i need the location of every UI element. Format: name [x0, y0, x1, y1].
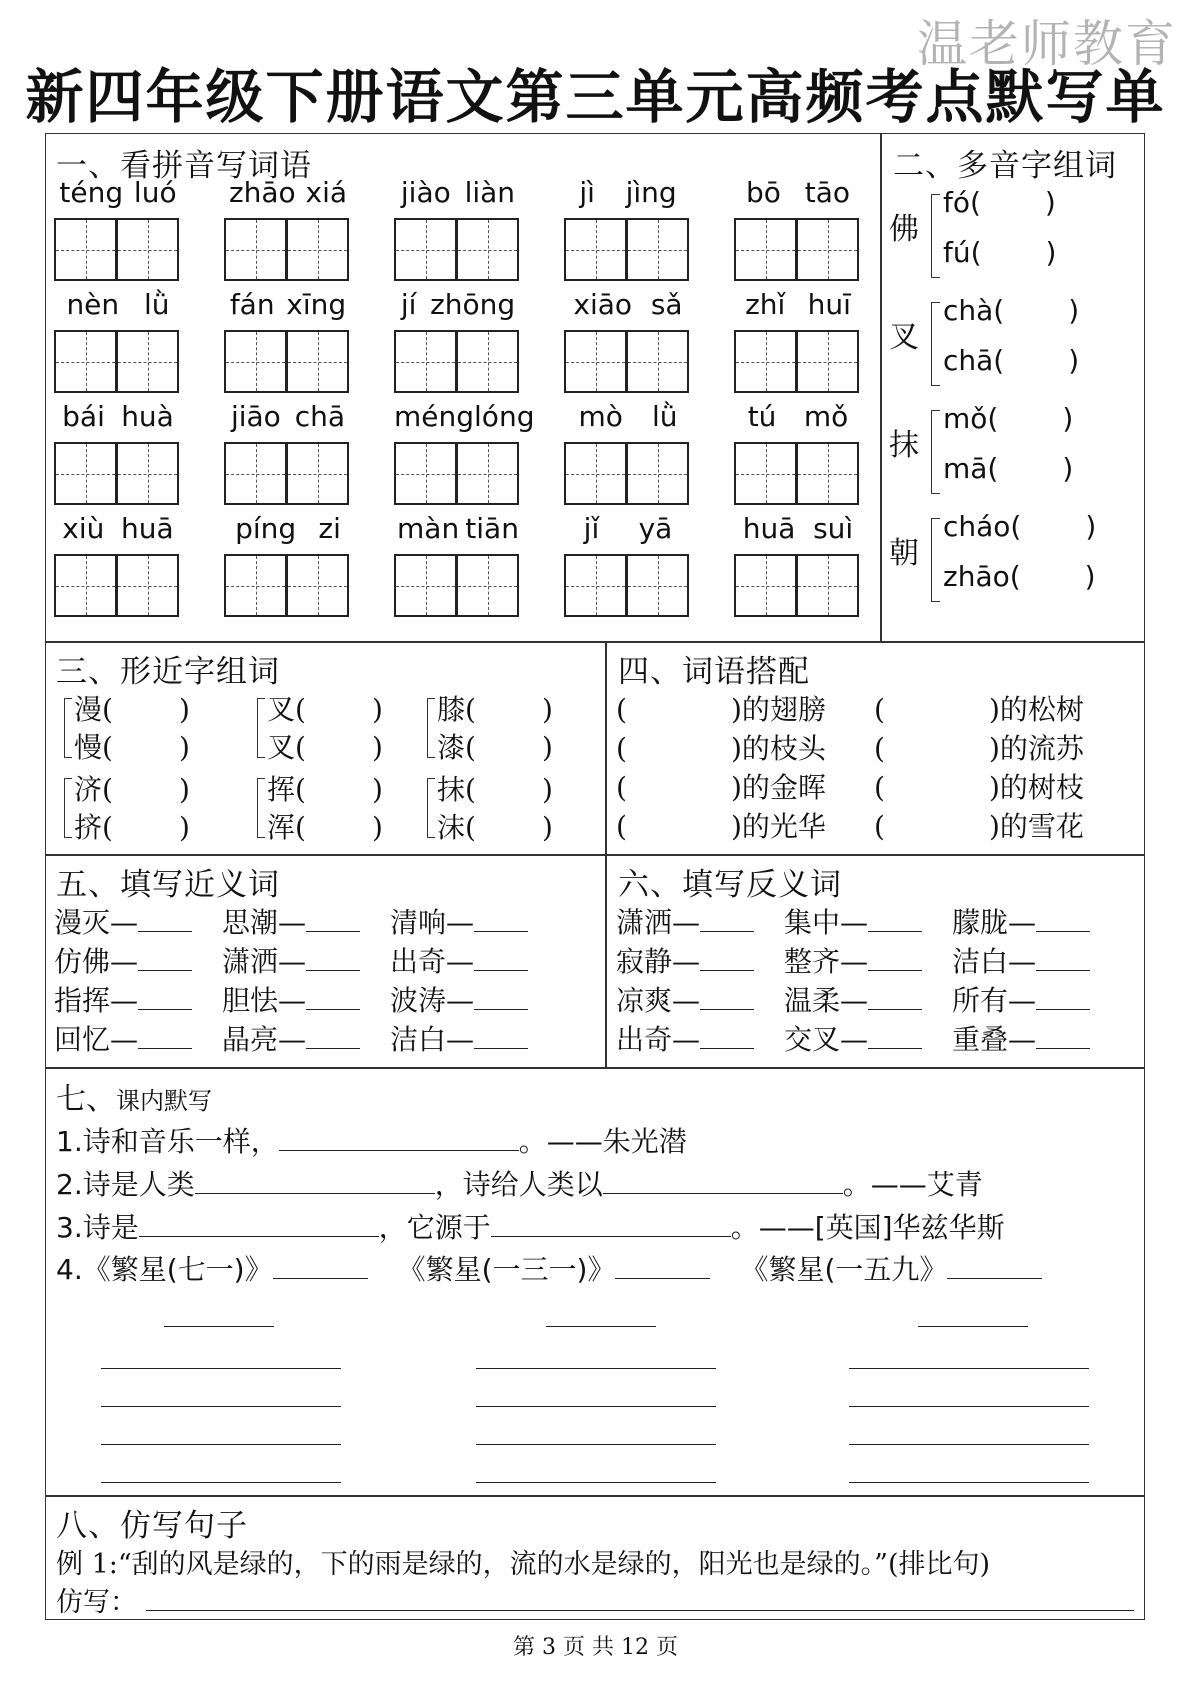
answer-line[interactable]: [849, 1444, 1089, 1445]
pinyin-syllable: huī: [807, 288, 851, 321]
pinyin-word: [224, 512, 352, 552]
question-2: 2.诗是人类 ，诗给人类以 。——艾青: [56, 1168, 983, 1201]
brace: [257, 778, 265, 838]
antonym-item[interactable]: 朦胧—: [952, 901, 1090, 941]
pinyin-label: [394, 400, 535, 440]
pinyin-label: [734, 512, 862, 552]
answer-blank[interactable]: [139, 1236, 379, 1237]
pinyin-section: [45, 133, 882, 643]
similar-char-item[interactable]: 挥( ): [267, 773, 383, 806]
brace: [257, 698, 265, 758]
polyphone-option[interactable]: mā( ): [943, 452, 1074, 485]
word-match-item[interactable]: ( )的树枝: [874, 771, 1084, 804]
pinyin-syllable: zhāo: [228, 176, 296, 209]
character-box[interactable]: [564, 330, 627, 393]
pinyin-syllable: sǎ: [650, 288, 683, 321]
pinyin-word: [564, 512, 692, 552]
page-title: 新四年级下册语文第三单元高频考点默写单: [25, 63, 1166, 131]
pinyin-word: [54, 400, 182, 440]
pinyin-word: [734, 400, 862, 440]
page-footer: 第 3 页 共 12 页: [513, 1635, 678, 1660]
synonym-item[interactable]: 回忆—: [54, 1018, 192, 1058]
answer-blank[interactable]: [306, 1048, 360, 1049]
similar-char-item[interactable]: 漆( ): [437, 731, 553, 764]
pinyin-label: [564, 400, 692, 440]
answer-blank[interactable]: [868, 970, 922, 971]
polyphone-option[interactable]: cháo( ): [943, 510, 1097, 543]
character-box[interactable]: [286, 330, 349, 393]
pinyin-word: [734, 288, 862, 328]
character-box[interactable]: [564, 442, 627, 505]
pinyin-syllable: huà: [121, 400, 174, 433]
answer-line[interactable]: [101, 1406, 341, 1407]
answer-blank[interactable]: [474, 931, 528, 932]
brace: [931, 410, 940, 494]
pinyin-label: [734, 400, 862, 440]
pinyin-syllable: fán: [229, 288, 275, 321]
answer-line[interactable]: [476, 1444, 716, 1445]
answer-blank[interactable]: [947, 1278, 1042, 1279]
answer-blank[interactable]: [279, 1150, 519, 1151]
character-box[interactable]: [394, 330, 457, 393]
pinyin-syllable: lóng: [474, 400, 535, 433]
character-box[interactable]: [734, 442, 797, 505]
brace: [931, 302, 940, 386]
brace: [931, 518, 940, 602]
word-match-item[interactable]: ( )的松树: [874, 693, 1084, 726]
antonym-item[interactable]: 所有—: [952, 979, 1090, 1019]
pinyin-syllable: lǜ: [651, 400, 678, 433]
answer-blank[interactable]: [138, 1009, 192, 1010]
pinyin-row: [46, 288, 926, 400]
pinyin-label: [54, 512, 182, 552]
similar-char-item[interactable]: 膝( ): [437, 693, 553, 726]
pinyin-word: [224, 400, 352, 440]
synonym-section: [45, 854, 607, 1069]
character-box[interactable]: [456, 554, 519, 617]
answer-blank[interactable]: [138, 931, 192, 932]
polyphone-option[interactable]: chā( ): [943, 344, 1080, 377]
pinyin-syllable: téng: [59, 176, 124, 209]
antonym-item[interactable]: 重叠—: [952, 1018, 1090, 1058]
imitation-prompt: 仿写：: [56, 1587, 137, 1618]
character-box[interactable]: [54, 554, 117, 617]
pinyin-syllable: jí: [400, 288, 417, 321]
pinyin-label: [564, 288, 692, 328]
character-box[interactable]: [116, 554, 179, 617]
pinyin-syllable: xiù: [62, 512, 105, 545]
antonym-item[interactable]: 寂静—: [616, 940, 754, 980]
answer-line[interactable]: [476, 1482, 716, 1483]
pinyin-syllable: liàn: [464, 176, 516, 209]
pinyin-syllable: zhǐ: [745, 288, 786, 321]
answer-line[interactable]: [146, 1610, 1134, 1611]
synonym-item[interactable]: 晶亮—: [222, 1018, 360, 1058]
character-box[interactable]: [54, 218, 117, 281]
pinyin-syllable: luó: [133, 176, 177, 209]
answer-line[interactable]: [101, 1368, 341, 1369]
pinyin-word: [54, 176, 182, 216]
pinyin-label: [394, 176, 522, 216]
character-box[interactable]: [626, 554, 689, 617]
pinyin-syllable: tiān: [465, 512, 519, 545]
section-title: 四、词语搭配: [618, 654, 810, 690]
pinyin-word: [394, 176, 522, 216]
answer-blank[interactable]: [474, 1009, 528, 1010]
pinyin-label: [54, 400, 182, 440]
section-title: 一、看拼音写词语: [56, 148, 312, 184]
pinyin-label: [224, 512, 352, 552]
answer-blank[interactable]: [700, 931, 754, 932]
similar-char-item[interactable]: 济( ): [74, 773, 190, 806]
pinyin-word: [564, 400, 692, 440]
answer-blank[interactable]: [868, 931, 922, 932]
pinyin-syllable: tāo: [804, 176, 851, 209]
polyphone-char: 朝: [889, 536, 919, 571]
antonym-item[interactable]: 潇洒—: [616, 901, 754, 941]
synonym-item[interactable]: 出奇—: [390, 940, 528, 980]
answer-line[interactable]: [546, 1326, 656, 1327]
synonym-item[interactable]: 指挥—: [54, 979, 192, 1019]
pinyin-syllable: huā: [742, 512, 796, 545]
pinyin-label: [224, 176, 352, 216]
similar-char-item[interactable]: 浑( ): [267, 811, 383, 844]
answer-blank[interactable]: [1036, 1048, 1090, 1049]
character-box[interactable]: [54, 442, 117, 505]
pinyin-word: [734, 512, 862, 552]
polyphone-char: 佛: [889, 212, 919, 247]
pinyin-label: [564, 176, 692, 216]
polyphone-option[interactable]: mǒ( ): [943, 402, 1074, 435]
answer-line[interactable]: [164, 1326, 274, 1327]
polyphone-section: [880, 133, 1145, 643]
antonym-item[interactable]: 出奇—: [616, 1018, 754, 1058]
answer-line[interactable]: [476, 1368, 716, 1369]
synonym-item[interactable]: 漫灭—: [54, 901, 192, 941]
pinyin-syllable: bō: [745, 176, 781, 209]
answer-blank[interactable]: [195, 1193, 435, 1194]
question-1: 1.诗和音乐一样， 。——朱光潜: [56, 1125, 687, 1158]
answer-blank[interactable]: [1036, 1009, 1090, 1010]
antonym-section: [605, 854, 1145, 1069]
character-box[interactable]: [286, 442, 349, 505]
character-box[interactable]: [456, 218, 519, 281]
answer-blank[interactable]: [306, 1009, 360, 1010]
synonym-item[interactable]: 潇洒—: [222, 940, 360, 980]
answer-blank[interactable]: [474, 970, 528, 971]
character-box[interactable]: [116, 330, 179, 393]
answer-blank[interactable]: [138, 1048, 192, 1049]
antonym-item[interactable]: 集中—: [784, 901, 922, 941]
answer-blank[interactable]: [491, 1236, 731, 1237]
imitation-section: [45, 1495, 1145, 1620]
brace: [427, 698, 435, 758]
similar-char-item[interactable]: 漫( ): [74, 693, 190, 726]
answer-blank[interactable]: [868, 1048, 922, 1049]
pinyin-syllable: jiāo: [230, 400, 281, 433]
brace: [64, 778, 72, 838]
pinyin-label: [224, 400, 352, 440]
word-match-section: [605, 641, 1145, 856]
pinyin-syllable: jìng: [625, 176, 677, 209]
question-3: 3.诗是 ，它源于 。——[英国]华兹华斯: [56, 1211, 1005, 1244]
pinyin-syllable: píng: [235, 512, 297, 545]
pinyin-label: [224, 288, 352, 328]
pinyin-syllable: mǒ: [803, 400, 849, 433]
pinyin-syllable: zhōng: [430, 288, 516, 321]
similar-char-item[interactable]: 叉( ): [267, 731, 383, 764]
antonym-item[interactable]: 整齐—: [784, 940, 922, 980]
pinyin-syllable: méng: [394, 400, 475, 433]
character-box[interactable]: [286, 554, 349, 617]
pinyin-word: [734, 176, 862, 216]
character-box[interactable]: [224, 554, 287, 617]
brace: [931, 194, 940, 278]
answer-blank[interactable]: [1036, 970, 1090, 971]
answer-blank[interactable]: [306, 970, 360, 971]
answer-line[interactable]: [849, 1482, 1089, 1483]
character-box[interactable]: [54, 330, 117, 393]
synonym-item[interactable]: 思潮—: [222, 901, 360, 941]
polyphone-option[interactable]: chà( ): [943, 294, 1080, 327]
character-box[interactable]: [796, 554, 859, 617]
synonym-item[interactable]: 清响—: [390, 901, 528, 941]
character-box[interactable]: [734, 554, 797, 617]
answer-blank[interactable]: [868, 1009, 922, 1010]
pinyin-label: [734, 176, 862, 216]
answer-blank[interactable]: [700, 1009, 754, 1010]
pinyin-syllable: màn: [397, 512, 460, 545]
pinyin-syllable: huā: [121, 512, 174, 545]
antonym-item[interactable]: 凉爽—: [616, 979, 754, 1019]
pinyin-label: [734, 288, 862, 328]
character-box[interactable]: [116, 442, 179, 505]
character-box[interactable]: [116, 218, 179, 281]
answer-blank[interactable]: [138, 970, 192, 971]
section-title: 八、仿写句子: [56, 1508, 248, 1544]
character-box[interactable]: [456, 330, 519, 393]
character-box[interactable]: [564, 218, 627, 281]
character-box[interactable]: [394, 218, 457, 281]
pinyin-word: [224, 288, 352, 328]
section-title: 二、多音字组词: [893, 148, 1117, 184]
section-title: 五、填写近义词: [56, 867, 280, 903]
pinyin-syllable: xiāo: [573, 288, 633, 321]
pinyin-syllable: suì: [813, 512, 854, 545]
word-match-item[interactable]: ( )的枝头: [616, 732, 826, 765]
pinyin-label: [564, 512, 692, 552]
pinyin-syllable: tú: [747, 400, 777, 433]
character-box[interactable]: [224, 330, 287, 393]
pinyin-syllable: jì: [579, 176, 595, 209]
pinyin-label: [394, 288, 522, 328]
section-title: 六、填写反义词: [618, 867, 842, 903]
watermark: 温老师教育: [917, 15, 1177, 73]
antonym-item[interactable]: 洁白—: [952, 940, 1090, 980]
pinyin-word: [224, 176, 352, 216]
similar-char-item[interactable]: 叉( ): [267, 693, 383, 726]
character-box[interactable]: [796, 442, 859, 505]
synonym-item[interactable]: 洁白—: [390, 1018, 528, 1058]
word-match-item[interactable]: ( )的光华: [616, 810, 826, 843]
pinyin-label: [54, 288, 182, 328]
answer-blank[interactable]: [273, 1278, 368, 1279]
character-box[interactable]: [224, 218, 287, 281]
pinyin-syllable: lǜ: [144, 288, 170, 321]
answer-line[interactable]: [476, 1406, 716, 1407]
pinyin-syllable: xiá: [305, 176, 348, 209]
character-box[interactable]: [734, 330, 797, 393]
character-box[interactable]: [796, 218, 859, 281]
synonym-item[interactable]: 胆怯—: [222, 979, 360, 1019]
pinyin-row: [46, 400, 926, 512]
answer-blank[interactable]: [700, 970, 754, 971]
section-number: 七、: [56, 1082, 116, 1117]
character-box[interactable]: [734, 218, 797, 281]
word-match-item[interactable]: ( )的雪花: [874, 810, 1084, 843]
answer-blank[interactable]: [474, 1048, 528, 1049]
pinyin-syllable: yā: [638, 512, 673, 545]
similar-chars-section: [45, 641, 607, 856]
answer-blank[interactable]: [615, 1278, 710, 1279]
pinyin-word: [394, 512, 522, 552]
answer-line[interactable]: [849, 1406, 1089, 1407]
polyphone-option[interactable]: fó( ): [943, 186, 1056, 219]
pinyin-row: [46, 512, 926, 624]
example-sentence: 例 1:“刮的风是绿的，下的雨是绿的，流的水是绿的，阳光也是绿的。”(排比句): [56, 1549, 991, 1580]
brace: [427, 778, 435, 838]
character-box[interactable]: [456, 442, 519, 505]
synonym-item[interactable]: 波涛—: [390, 979, 528, 1019]
pinyin-syllable: chā: [294, 400, 346, 433]
antonym-item[interactable]: 交叉—: [784, 1018, 922, 1058]
pinyin-label: [54, 176, 182, 216]
pinyin-syllable: bái: [62, 400, 105, 433]
character-box[interactable]: [286, 218, 349, 281]
answer-blank[interactable]: [700, 1048, 754, 1049]
character-box[interactable]: [394, 554, 457, 617]
pinyin-syllable: mò: [578, 400, 623, 433]
pinyin-syllable: nèn: [66, 288, 120, 321]
pinyin-syllable: jiào: [400, 176, 451, 209]
pinyin-syllable: xīng: [286, 288, 347, 321]
section-title: 三、形近字组词: [56, 654, 280, 690]
answer-blank[interactable]: [306, 931, 360, 932]
pinyin-word: [394, 400, 535, 440]
pinyin-syllable: zi: [318, 512, 341, 545]
pinyin-row: [46, 176, 926, 288]
recitation-section: [45, 1067, 1145, 1497]
answer-line[interactable]: [101, 1444, 341, 1445]
synonym-item[interactable]: 仿佛—: [54, 940, 192, 980]
section-title: [56, 1074, 212, 1118]
pinyin-word: [394, 288, 522, 328]
answer-line[interactable]: [918, 1326, 1028, 1327]
character-box[interactable]: [394, 442, 457, 505]
similar-char-item[interactable]: 挤( ): [74, 811, 190, 844]
word-match-item[interactable]: ( )的流苏: [874, 732, 1084, 765]
answer-blank[interactable]: [603, 1193, 843, 1194]
pinyin-word: [54, 288, 182, 328]
word-match-item[interactable]: ( )的翅膀: [616, 693, 826, 726]
brace: [64, 698, 72, 758]
question-4: 4.《繁星(七一)》 《繁星(一三一)》 《繁星(一五九》: [56, 1248, 1136, 1288]
similar-char-item[interactable]: 慢( ): [74, 731, 190, 764]
character-box[interactable]: [224, 442, 287, 505]
pinyin-word: [54, 512, 182, 552]
polyphone-option[interactable]: fú( ): [943, 236, 1057, 269]
character-box[interactable]: [796, 330, 859, 393]
word-match-item[interactable]: ( )的金晖: [616, 771, 826, 804]
polyphone-char: 叉: [889, 320, 919, 355]
character-box[interactable]: [564, 554, 627, 617]
similar-char-item[interactable]: 抹( ): [437, 773, 553, 806]
answer-line[interactable]: [101, 1482, 341, 1483]
similar-char-item[interactable]: 沫( ): [437, 811, 553, 844]
character-box[interactable]: [626, 442, 689, 505]
polyphone-option[interactable]: zhāo( ): [943, 560, 1096, 593]
polyphone-char: 抹: [889, 428, 919, 463]
answer-blank[interactable]: [1036, 931, 1090, 932]
answer-line[interactable]: [849, 1368, 1089, 1369]
pinyin-syllable: jǐ: [583, 512, 600, 545]
character-box[interactable]: [626, 218, 689, 281]
character-box[interactable]: [626, 330, 689, 393]
pinyin-word: [564, 176, 692, 216]
section-label: 课内默写: [116, 1087, 212, 1115]
antonym-item[interactable]: 温柔—: [784, 979, 922, 1019]
pinyin-word: [564, 288, 692, 328]
pinyin-label: [394, 512, 522, 552]
